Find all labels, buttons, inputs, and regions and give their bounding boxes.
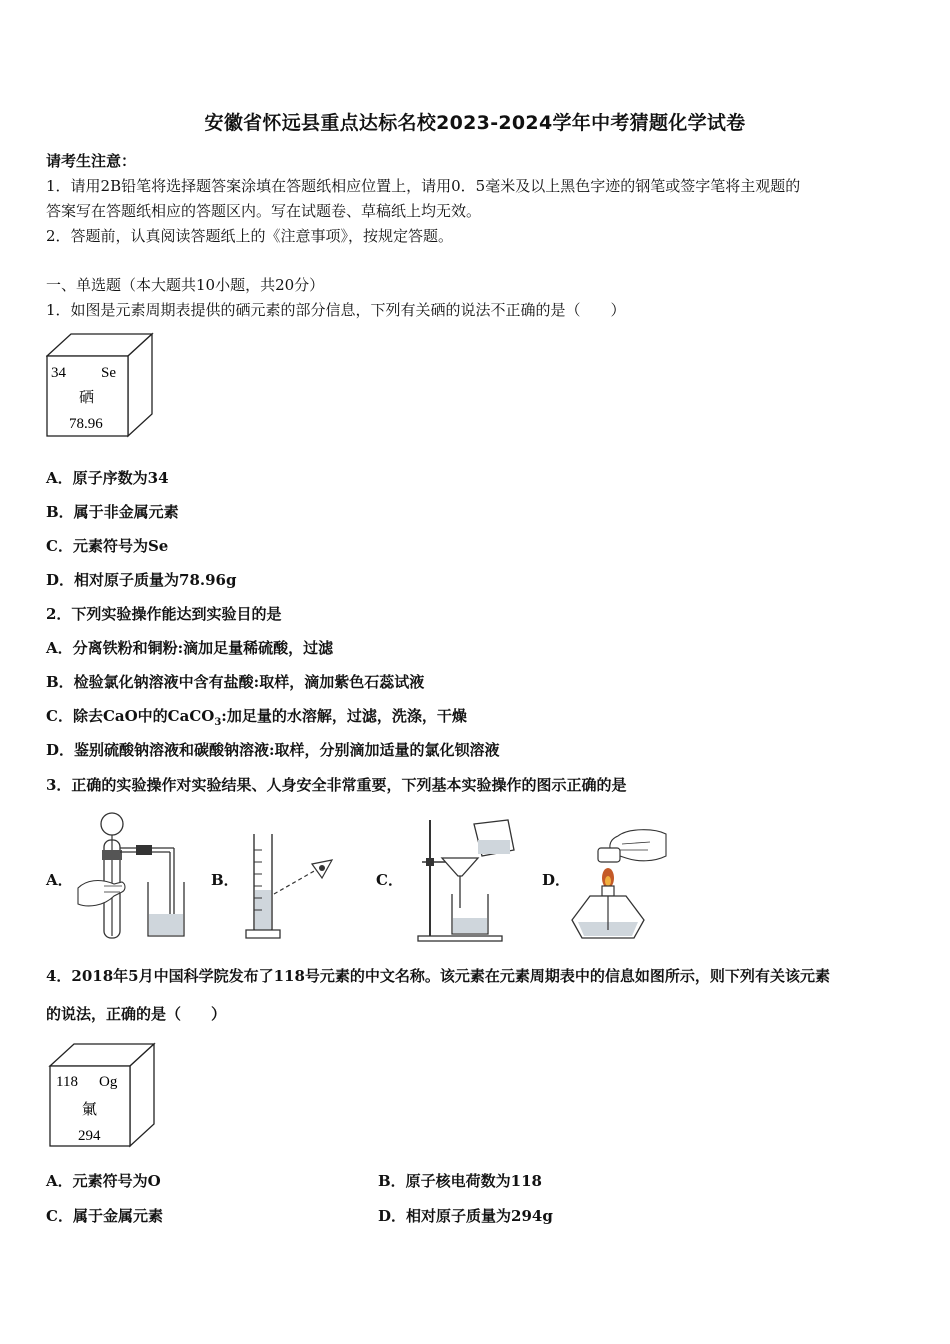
q4-stem-line-2: 的说法，正确的是（ ） [46, 1005, 227, 1023]
q3-stem: 3．正确的实验操作对实验结果、人身安全非常重要，下列基本实验操作的图示正确的是 [46, 776, 627, 794]
q1-option-d: D．相对原子质量为78.96g [46, 571, 237, 589]
q3-figure-b-graduated-cylinder [240, 830, 336, 942]
q1-card-name: 硒 [79, 388, 95, 406]
q3-label-a: A． [46, 871, 73, 889]
page-title: 安徽省怀远县重点达标名校2023-2024学年中考猜题化学试卷 [204, 112, 746, 134]
notice-line-2: 2．答题前，认真阅读答题纸上的《注意事项》，按规定答题。 [46, 227, 454, 245]
q3-figure-c-filtration [412, 816, 520, 944]
q1-element-card [46, 332, 154, 438]
q1-stem: 1．如图是元素周期表提供的硒元素的部分信息，下列有关硒的说法不正确的是（ ） [46, 301, 626, 319]
q4-option-c: C．属于金属元素 [46, 1207, 163, 1225]
q2-stem: 2．下列实验操作能达到实验目的是 [46, 605, 282, 623]
section-heading: 一、单选题（本大题共10小题，共20分） [46, 276, 325, 294]
q1-option-c: C．元素符号为Se [46, 537, 169, 555]
q3-label-d: D． [542, 871, 571, 889]
q1-option-a: A．原子序数为34 [46, 469, 169, 487]
q2-option-c-pre: C．除去CaO中的CaCO [46, 707, 215, 725]
q2-option-c-sub: 3 [214, 717, 222, 728]
q4-card-number: 118 [56, 1074, 78, 1090]
q4-card-mass: 294 [78, 1128, 101, 1144]
q4-stem-line-1: 4．2018年5月中国科学院发布了118号元素的中文名称。该元素在元素周期表中的信息如图所示，则下列有关该元素 [46, 967, 830, 985]
q2-option-c [46, 707, 467, 732]
q4-option-b: B．原子核电荷数为118 [378, 1172, 542, 1190]
q2-option-a: A．分离铁粉和铜粉:滴加足量稀硫酸，过滤 [46, 639, 334, 657]
notice-heading: 请考生注意： [46, 152, 137, 170]
q4-option-a: A．元素符号为O [46, 1172, 161, 1190]
q3-label-b: B． [211, 871, 239, 889]
q3-figure-d-alcohol-lamp [568, 826, 670, 944]
q4-option-d: D．相对原子质量为294g [378, 1207, 553, 1225]
q3-label-c: C． [376, 871, 403, 889]
q1-card-number: 34 [51, 365, 66, 381]
q1-option-b: B．属于非金属元素 [46, 503, 179, 521]
q2-option-b: B．检验氯化钠溶液中含有盐酸:取样，滴加紫色石蕊试液 [46, 673, 425, 691]
notice-line-1b: 答案写在答题纸相应的答题区内。写在试题卷、草稿纸上均无效。 [46, 202, 482, 220]
q4-element-card [48, 1042, 158, 1148]
q3-figure-a-airtightness-check [74, 810, 186, 942]
q2-option-c-post: :加足量的水溶解，过滤，洗涤，干燥 [221, 707, 467, 725]
q4-card-symbol: Og [99, 1074, 118, 1090]
q2-option-d: D．鉴别硫酸钠溶液和碳酸钠溶液:取样，分别滴加适量的氯化钡溶液 [46, 741, 500, 759]
q4-card-name: 氭 [82, 1100, 98, 1118]
q1-card-mass: 78.96 [69, 416, 103, 432]
notice-line-1a: 1．请用2B铅笔将选择题答案涂填在答题纸相应位置上，请用0．5毫米及以上黑色字迹的钢笔或签字笔将主观题的 [46, 177, 801, 195]
q1-card-symbol: Se [101, 365, 116, 381]
